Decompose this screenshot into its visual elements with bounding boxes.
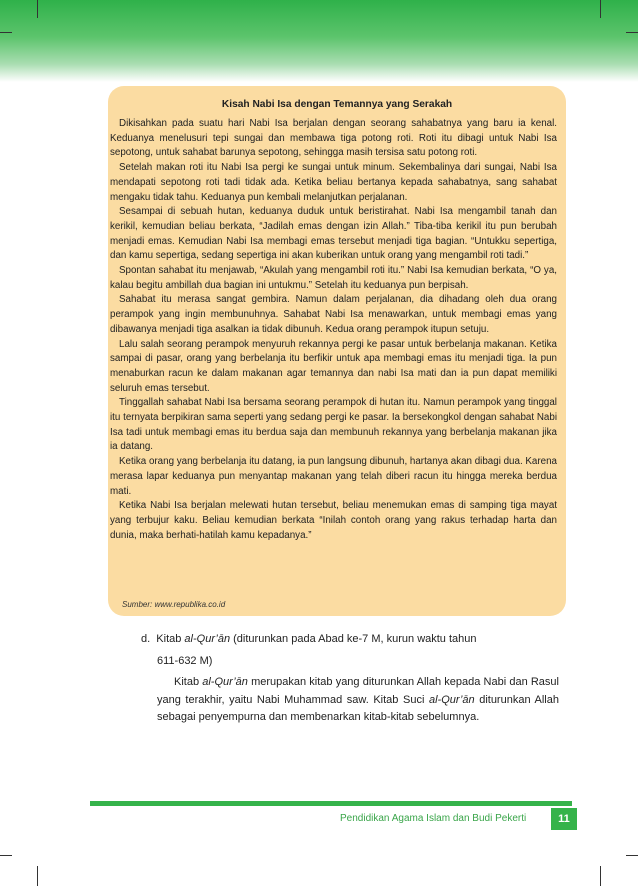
section-heading-suffix: (diturunkan pada Abad ke-7 M, kurun waktu tahun [230,633,477,645]
section-body-part-1: Kitab [174,676,203,688]
story-body [110,117,557,543]
crop-mark-bottom-left-v [37,866,38,886]
story-paragraph: Lalu salah seorang perampok menyuruh rekannya pergi ke pasar untuk berbelanja makanan. Ketika sampai di pasar, orang yang berbelanja itu berfikir untuk apa membagi emas itu menjadi tiga. Ia pun menaburkan racun ke dalam makanan agar temannya dan nabi Isa mati dan ia pun dapat memiliki seluruh emas tersebut. [110,338,557,394]
crop-mark-bottom-right-v [600,866,601,886]
section-heading-prefix: d. Kitab [141,633,185,645]
section-heading-italic: al-Qur’ān [184,633,231,645]
section-heading [141,633,477,645]
story-title: Kisah Nabi Isa dengan Temannya yang Serakah [221,99,453,110]
story-paragraph: Setelah makan roti itu Nabi Isa pergi ke sungai untuk minum. Sekembalinya dari sungai, Nabi Isa mendapati sepotong roti tadi tidak ada. Ketika beliau bertanya kepada sahabatnya, sang sahabat mengaku tidak tahu. Keduanya pun kembali melanjutkan perjalanan. [110,162,557,203]
section-heading-years: 611-632 M) [157,655,213,667]
story-paragraph: Spontan sahabat itu menjawab, “Akulah yang mengambil roti itu.” Nabi Isa kemudian berkata, “O ya, kalau begitu ambillah dua bagian ini untukmu.” Setelah itu keduanya pun berpisah. [110,265,557,291]
story-paragraph: Sesampai di sebuah hutan, keduanya duduk untuk beristirahat. Nabi Isa mengambil tanah dan kerikil, kemudian beliau berkata, “Jadilah emas dengan izin Allah.” Tiba-tiba kerikil itu pun berubah menjadi emas. Kemudian Nabi Isa membagi emas tersebut menjadi tiga bagian. “Untukku sepertiga, dan kamu sepertiga, sedang sepertiga ini akan kuberikan untuk orang yang mengambil roti tadi.” [110,206,557,262]
footer-book-title: Pendidikan Agama Islam dan Budi Pekerti [340,813,527,824]
story-paragraph: Tinggallah sahabat Nabi Isa bersama seorang perampok di hutan itu. Namun perampok yang tinggal itu ternyata berpikiran sama seperti yang sedang pergi ke pasar. Ia bersekongkol dengan sahabat Nabi Isa tadi untuk membagi emas itu berdua saja dan membunuh rekannya yang berbelanja makanan jika ia datang. [110,397,557,453]
section-body [157,674,559,727]
crop-mark-bottom-right-h [626,855,638,856]
story-source: Sumber: www.republika.co.id [122,600,226,609]
story-paragraph: Sahabat itu merasa sangat gembira. Namun dalam perjalanan, dia dihadang oleh dua orang perampok yang ingin membunuhnya. Sahabat Nabi Isa menawarkan, untuk membagi emas yang dibawanya menjadi tiga asalkan ia tidak dibunuh. Kedua orang perampok itupun setuju. [110,294,557,335]
page-number: 11 [551,808,577,830]
story-paragraph: Ketika orang yang berbelanja itu datang, ia pun langsung dibunuh, hartanya akan dibagi dua. Karena merasa lapar keduanya pun menyantap makanan yang telah diberi racun itu hingga mereka berdua mati. [110,456,557,497]
section-body-italic-1: al-Qur’ān [202,676,248,688]
header-green-band [0,0,638,82]
story-paragraph: Ketika Nabi Isa berjalan melewati hutan tersebut, beliau menemukan emas di samping tiga mayat yang terbujur kaku. Beliau kemudian berkata “Inilah contoh orang yang rakus terhadap harta dan dunia, maka berhati-hatilah kamu kepadanya.” [110,500,557,541]
section-body-italic-2: al-Qur’ān [428,693,475,706]
crop-mark-top-right-v [600,0,601,18]
crop-mark-top-right-h [626,32,638,33]
story-paragraph: Dikisahkan pada suatu hari Nabi Isa berjalan dengan seorang sahabatnya yang baru ia kenal. Keduanya menelusuri tepi sungai dan membawa tiga potong roti. Roti itu dibagi untuk Nabi Isa sepotong, untuk sahabat barunya sepotong, sehingga masih tersisa satu potong roti. [110,118,557,159]
crop-mark-top-left-h [0,32,12,33]
crop-mark-top-left-v [37,0,38,18]
section-body-part-2: merupakan kitab yang diturunkan Allah kepada Nabi dan Rasul yang terakhir, yaitu Nabi Muhammad saw. Kitab Suci [157,676,559,706]
footer-rule [90,801,572,806]
crop-mark-bottom-left-h [0,855,12,856]
section-body-part-3: diturunkan Allah sebagai penyempurna dan membenarkan kitab-kitab sebelumnya. [157,693,559,724]
